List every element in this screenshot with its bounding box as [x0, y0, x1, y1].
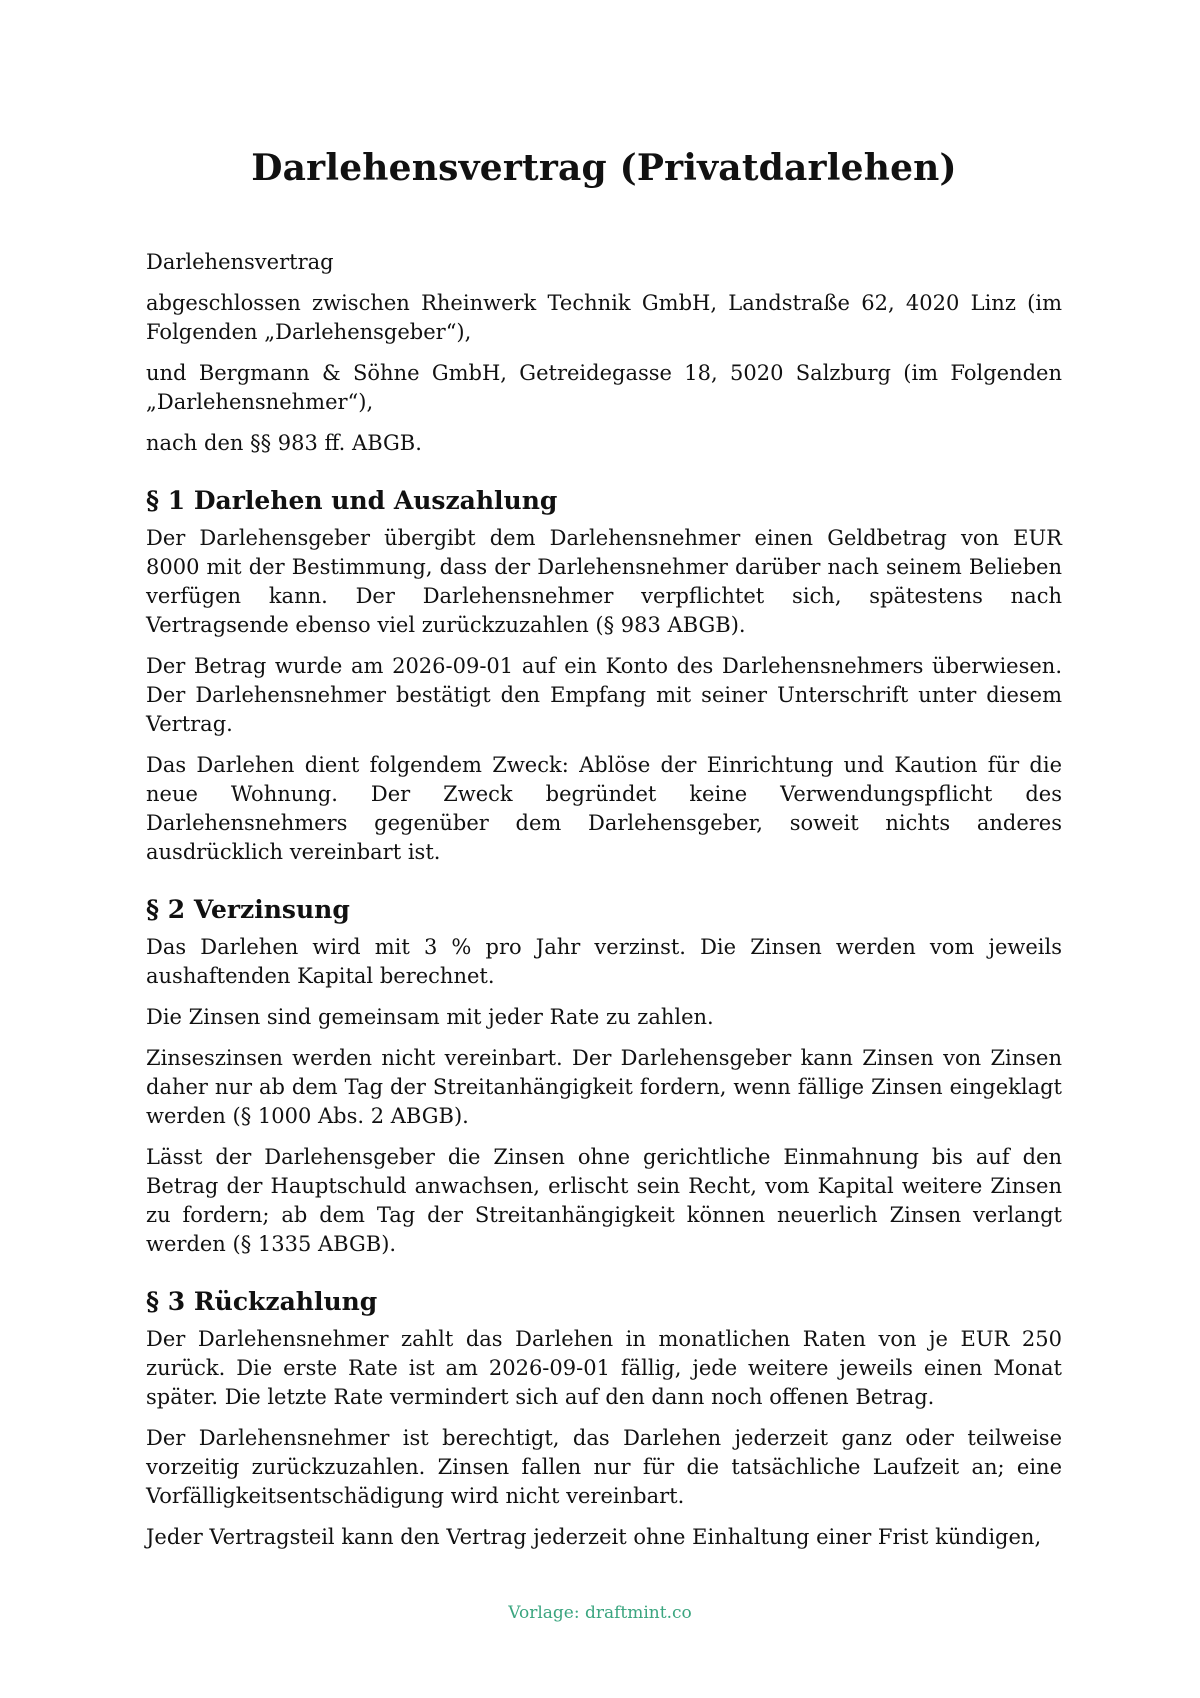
section-2 [146, 893, 1062, 1259]
section-paragraph: Der Darlehensnehmer ist berechtigt, das Darlehen jederzeit ganz oder teilweise vorzeitig zurückzuzahlen. Zinsen fallen nur für die tatsächliche Laufzeit an; eine Vorfälligkeitsentschädigung wird nicht vereinbart. [146, 1426, 1062, 1508]
section-heading: § 2 Verzinsung [146, 895, 350, 924]
section-paragraph: Das Darlehen wird mit 3 % pro Jahr verzinst. Die Zinsen werden vom jeweils aushaftenden Kapital berechnet. [146, 935, 1062, 988]
page-title: Darlehensvertrag (Privatdarlehen) [251, 147, 957, 189]
section-heading: § 1 Darlehen und Auszahlung [146, 486, 558, 515]
section-paragraph: Die Zinsen sind gemeinsam mit jeder Rate zu zahlen. [146, 1005, 714, 1029]
section-paragraph: Zinseszinsen werden nicht vereinbart. Der Darlehensgeber kann Zinsen von Zinsen daher nur ab dem Tag der Streitanhängigkeit fordern, wenn fällige Zinsen eingeklagt werden (§ 1000 Abs. 2 ABGB). [146, 1046, 1062, 1128]
intro-legal-basis: nach den §§ 983 ff. ABGB. [146, 431, 422, 455]
section-paragraph: Der Betrag wurde am 2026-09-01 auf ein Konto des Darlehensnehmers überwiesen. Der Darlehensnehmer bestätigt den Empfang mit seiner Unterschrift unter diesem Vertrag. [146, 654, 1062, 736]
document-page [146, 0, 1062, 1564]
intro-borrower: und Bergmann & Söhne GmbH, Getreidegasse 18, 5020 Salzburg (im Folgenden „Darlehensnehmer“), [146, 361, 1062, 414]
intro-lender: abgeschlossen zwischen Rheinwerk Technik GmbH, Landstraße 62, 4020 Linz (im Folgenden „Darlehensgeber“), [146, 291, 1062, 344]
section-paragraph: Lässt der Darlehensgeber die Zinsen ohne gerichtliche Einmahnung bis auf den Betrag der Hauptschuld anwachsen, erlischt sein Recht, vom Kapital weitere Zinsen zu fordern; ab dem Tag der Streitanhängigkeit können neuerlich Zinsen verlangt werden (§ 1335 ABGB). [146, 1145, 1062, 1256]
contract-intro [146, 248, 1062, 458]
template-footer: Vorlage: draftmint.co [508, 1603, 692, 1623]
intro-line: Darlehensvertrag [146, 250, 334, 274]
section-paragraph: Das Darlehen dient folgendem Zweck: Ablöse der Einrichtung und Kaution für die neue Wohnung. Der Zweck begründet keine Verwendungspflicht des Darlehensnehmers gegenüber dem Darlehensgeber, soweit nichts anderes ausdrücklich vereinbart ist. [146, 753, 1062, 864]
section-paragraph: Jeder Vertragsteil kann den Vertrag jederzeit ohne Einhaltung einer Frist kündigen, [146, 1525, 1042, 1549]
section-paragraph: Der Darlehensnehmer zahlt das Darlehen in monatlichen Raten von je EUR 250 zurück. Die erste Rate ist am 2026-09-01 fällig, jede weitere jeweils einen Monat später. Die letzte Rate vermindert sich auf den dann noch offenen Betrag. [146, 1327, 1062, 1409]
section-paragraph: Der Darlehensgeber übergibt dem Darlehensnehmer einen Geldbetrag von EUR 8000 mit der Bestimmung, dass der Darlehensnehmer darüber nach seinem Belieben verfügen kann. Der Darlehensnehmer verpflichtet sich, spätestens nach Vertragsende ebenso viel zurückzuzahlen (§ 983 ABGB). [146, 526, 1062, 637]
section-3 [146, 1285, 1062, 1552]
section-heading: § 3 Rückzahlung [146, 1287, 378, 1316]
section-1 [146, 484, 1062, 867]
